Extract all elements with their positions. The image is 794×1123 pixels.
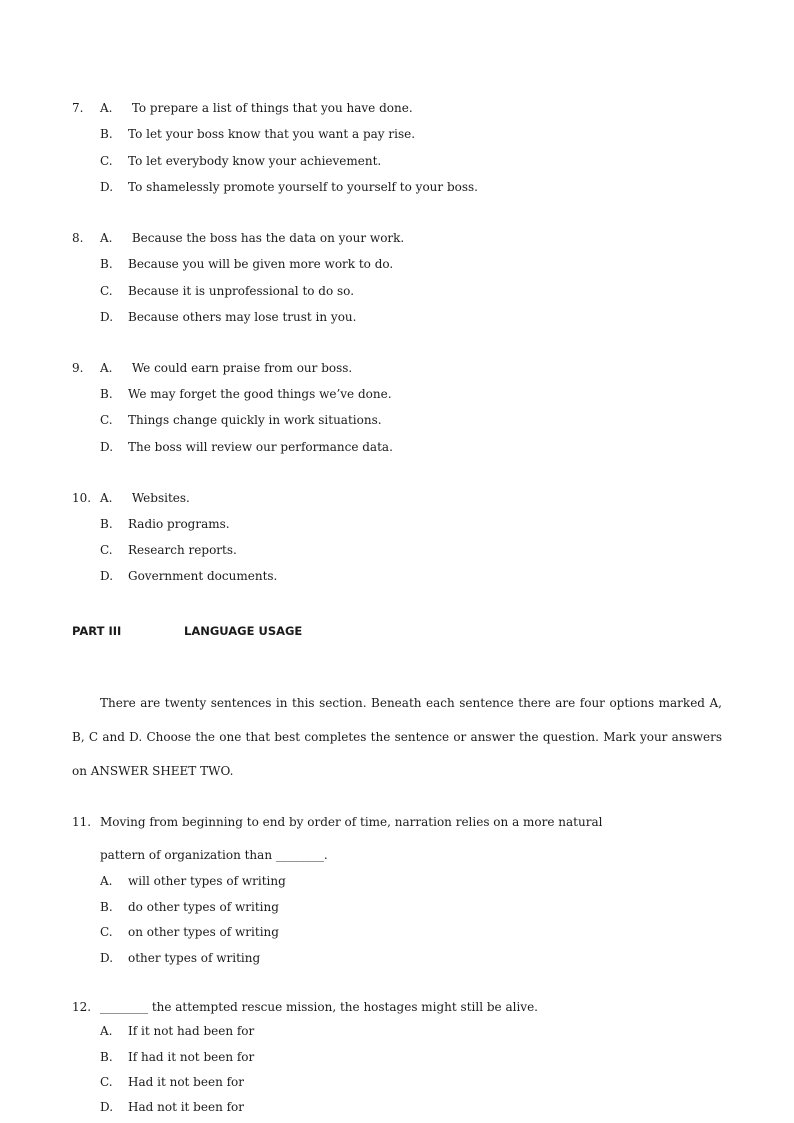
option-letter: C. xyxy=(100,154,113,168)
option-letter: B. xyxy=(100,257,113,271)
option-text: To let everybody know your achievement. xyxy=(128,154,382,168)
option-text: If it not had been for xyxy=(128,1024,255,1038)
option-letter: B. xyxy=(100,387,113,401)
option-letter: B. xyxy=(100,127,113,141)
option-letter: D. xyxy=(100,310,114,324)
option-text: If had it not been for xyxy=(128,1050,255,1064)
question-number: 7. xyxy=(72,101,84,115)
section-instructions: There are twenty sentences in this section. Beneath each sentence there are four options marked A, B, C and D. Choose the one that best completes the sentence or answer the question. Mark your answers on ANSWER SHEET TWO. xyxy=(72,696,722,778)
option-letter: D. xyxy=(100,1100,114,1114)
option-text: Radio programs. xyxy=(128,517,230,531)
option-letter: B. xyxy=(100,1050,113,1064)
option-text: Because you will be given more work to do. xyxy=(128,257,394,271)
option-letter: B. xyxy=(100,900,113,914)
option-text: We could earn praise from our boss. xyxy=(128,361,353,375)
option-text: Because it is unprofessional to do so. xyxy=(128,284,355,298)
option-letter: D. xyxy=(100,951,114,965)
option-letter: A. xyxy=(100,361,113,375)
option-text: To prepare a list of things that you have done. xyxy=(128,101,413,115)
question-number: 10. xyxy=(72,491,92,505)
option-text: Websites. xyxy=(128,491,190,505)
question-stem-continued: pattern of organization than ________. xyxy=(100,848,328,862)
option-letter: B. xyxy=(100,517,113,531)
option-text: other types of writing xyxy=(128,951,261,965)
option-letter: A. xyxy=(100,1024,113,1038)
option-letter: D. xyxy=(100,440,114,454)
question-number: 8. xyxy=(72,231,84,245)
option-text: Because others may lose trust in you. xyxy=(128,310,357,324)
option-text: do other types of writing xyxy=(128,900,279,914)
option-letter: C. xyxy=(100,284,113,298)
option-text: We may forget the good things we’ve done. xyxy=(128,387,392,401)
option-text: Had not it been for xyxy=(128,1100,245,1114)
option-letter: C. xyxy=(100,413,113,427)
option-text: To shamelessly promote yourself to yourself to your boss. xyxy=(128,180,478,194)
option-letter: A. xyxy=(100,874,113,888)
option-letter: D. xyxy=(100,180,114,194)
question-stem: ________ the attempted rescue mission, the hostages might still be alive. xyxy=(100,1000,538,1014)
option-letter: A. xyxy=(100,491,113,505)
question-number: 12. xyxy=(72,1000,92,1014)
question-number: 11. xyxy=(72,815,92,829)
option-text: Because the boss has the data on your work. xyxy=(128,231,405,245)
option-letter: A. xyxy=(100,231,113,245)
option-letter: C. xyxy=(100,925,113,939)
option-text: Had it not been for xyxy=(128,1075,245,1089)
option-letter: A. xyxy=(100,101,113,115)
option-text: The boss will review our performance data. xyxy=(128,440,393,454)
question-stem: Moving from beginning to end by order of time, narration relies on a more natural xyxy=(100,815,603,829)
question-number: 9. xyxy=(72,361,84,375)
section-title: LANGUAGE USAGE xyxy=(184,624,303,638)
option-letter: C. xyxy=(100,543,113,557)
option-text: Research reports. xyxy=(128,543,237,557)
option-text: Government documents. xyxy=(128,569,278,583)
option-text: will other types of writing xyxy=(128,874,286,888)
option-text: To let your boss know that you want a pay rise. xyxy=(128,127,416,141)
option-text: on other types of writing xyxy=(128,925,279,939)
option-letter: D. xyxy=(100,569,114,583)
option-text: Things change quickly in work situations. xyxy=(128,413,382,427)
section-part: PART III xyxy=(72,624,122,638)
option-letter: C. xyxy=(100,1075,113,1089)
